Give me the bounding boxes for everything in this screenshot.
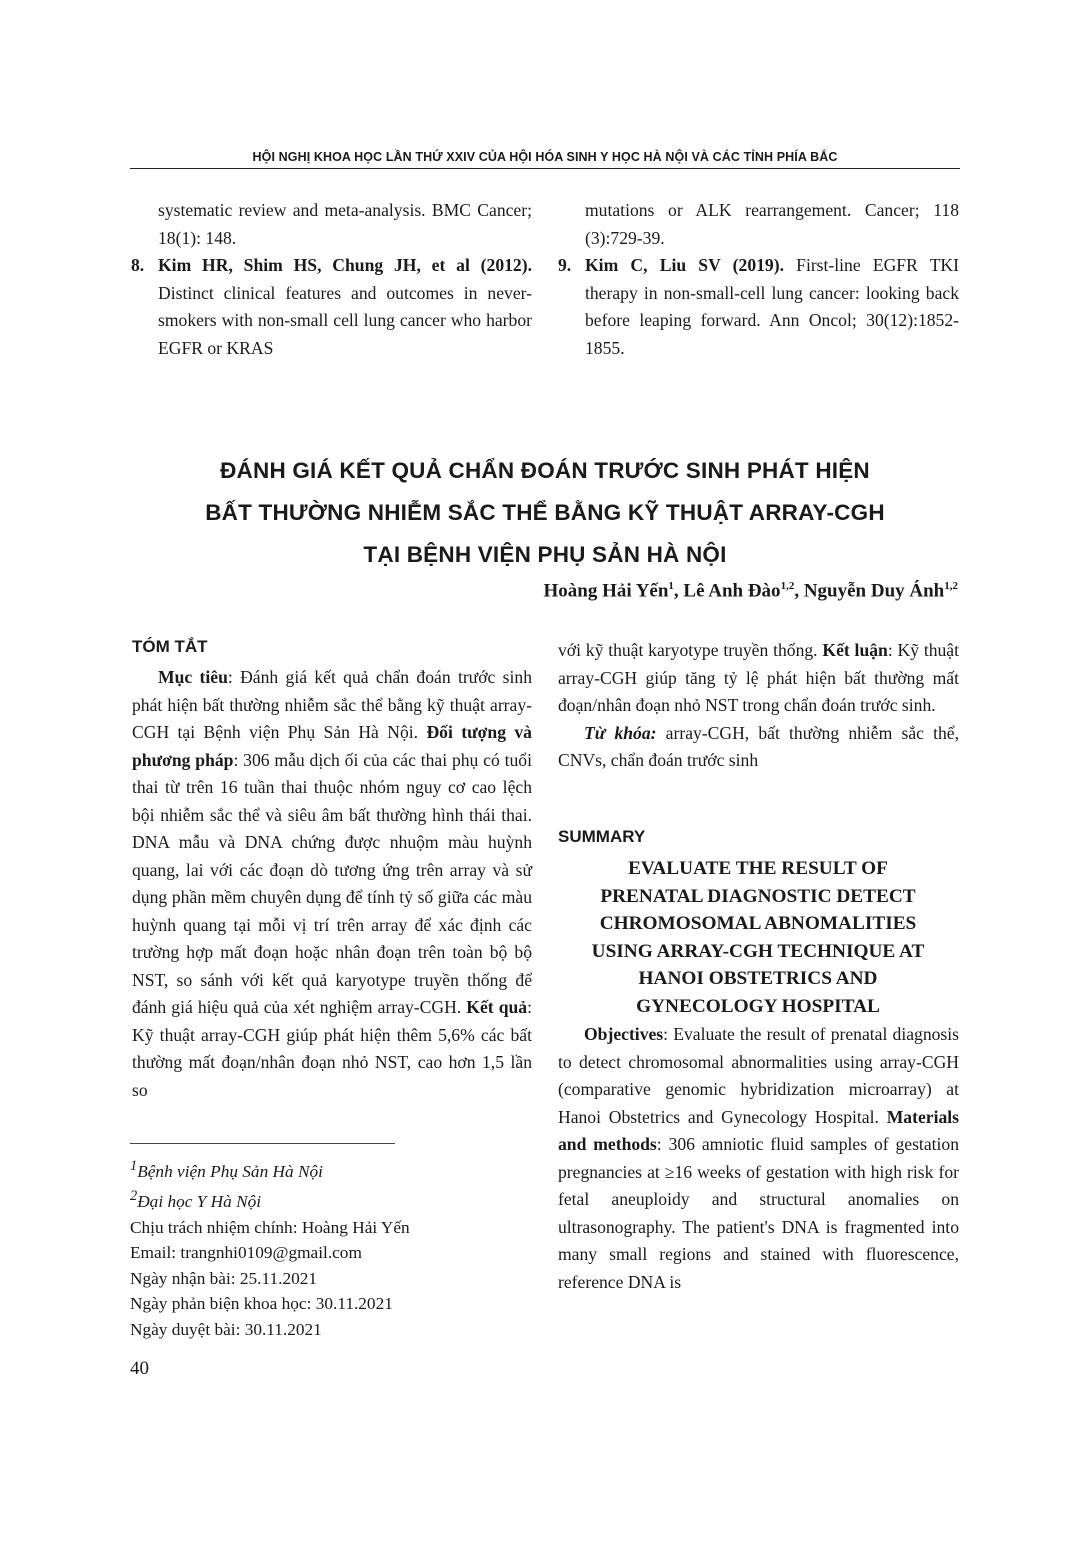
ref9-authors: Kim C, Liu SV (2019).: [585, 255, 784, 275]
title-line-2: BẤT THƯỜNG NHIỄM SẮC THỂ BẰNG KỸ THUẬT ARRAY-CGH: [205, 500, 885, 525]
summary-heading: SUMMARY: [558, 827, 646, 846]
doi-tuong-label: Đối tượng và phương pháp: [132, 722, 532, 770]
ref9-text: First-line EGFR TKI therapy in non-small-cell lung cancer: looking back before leaping forward. Ann Oncol; 30(12):1852-1855.: [585, 255, 960, 358]
ket-luan-text: : Kỹ thuật array-CGH giúp tăng tỷ lệ phát hiện bất thường mất đoạn/nhân đoạn nhỏ NST trong chẩn đoán trước sinh.: [558, 640, 959, 715]
date-approved: Ngày duyệt bài: 30.11.2021: [130, 1319, 322, 1339]
affil-2-text: Đại học Y Hà Nội: [137, 1192, 262, 1212]
muc-tieu-label: Mục tiêu: [158, 667, 228, 687]
summary-title-line-5: HANOI OBSTETRICS AND: [638, 968, 878, 989]
summary-title-line-3: CHROMOSOMAL ABNOMALITIES: [599, 913, 917, 934]
objectives-label: Objectives: [584, 1024, 664, 1044]
materials-label: Materials and methods: [558, 1106, 959, 1154]
ref7-continuation: systematic review and meta-analysis. BMC Cancer; 18(1): 148.: [158, 200, 532, 248]
abstract-vi-paragraph: [132, 664, 532, 1104]
summary-title-line-6: GYNECOLOGY HOSPITAL: [636, 995, 880, 1017]
ref-9: [558, 252, 960, 362]
objectives-text: : Evaluate the result of prenatal diagnosis to detect chromosomal abnormalities using array-CGH (comparative genomic hybridization microarray) at Hanoi Obstetrics and Gynecology Hospital.: [558, 1024, 959, 1127]
abstract-vi-body: [132, 664, 532, 1104]
author-sep: ,: [794, 580, 804, 602]
affiliation-2: [130, 1184, 532, 1214]
muc-tieu-text: : Đánh giá kết quả chẩn đoán trước sinh phát hiện bất thường nhiễm sắc thể bằng kỹ thuật array-CGH tại Bệnh viện Phụ Sản Hà Nội.: [132, 667, 532, 742]
title-line-3: TẠI BỆNH VIỆN PHỤ SẢN HÀ NỘI: [363, 542, 727, 567]
summary-body: [558, 1021, 959, 1296]
author-1-affil: 1: [668, 580, 674, 592]
summary-title-line-2: PRENATAL DIAGNOSTIC DETECT: [600, 885, 916, 907]
ref8-text: Distinct clinical features and outcomes in never-smokers with non-small cell lung cancer who harbor EGFR or KRAS: [158, 282, 532, 358]
author-2: Lê Anh Đào: [683, 580, 781, 602]
keywords: [558, 720, 959, 775]
article-title: [130, 450, 960, 576]
affil-1-sup: 1: [130, 1158, 138, 1174]
abstract-heading: TÓM TẮT: [132, 637, 208, 656]
keywords-label: Từ khóa:: [584, 722, 657, 743]
ref9-number: 9.: [558, 255, 572, 275]
ket-qua-continued: [558, 637, 959, 720]
keywords-text: array-CGH, bất thường nhiễm sắc thể, CNVs, chẩn đoán trước sinh: [558, 722, 959, 770]
running-header: HỘI NGHỊ KHOA HỌC LẦN THỨ XXIV CỦA HỘI HÓA SINH Y HỌC HÀ NỘI VÀ CÁC TỈNH PHÍA BẮC: [252, 150, 838, 164]
summary-title: [557, 855, 959, 1020]
date-received: Ngày nhận bài: 25.11.2021: [130, 1268, 318, 1288]
ref8-authors: Kim HR, Shim HS, Chung JH, et al (2012).: [158, 255, 532, 275]
ket-qua-cont-text: với kỹ thuật karyotype truyền thống.: [558, 640, 823, 660]
authors: [544, 580, 959, 602]
header-rule: [130, 168, 960, 169]
page-number: 40: [130, 1358, 149, 1379]
author-1: Hoàng Hải Yến: [543, 580, 669, 602]
author-3-affil: 1,2: [944, 580, 958, 592]
author-sep: ,: [673, 580, 684, 602]
doi-tuong-text: : 306 mẫu dịch ối của các thai phụ có tuổi thai từ trên 16 tuần thai thuộc nhóm nguy cơ cao lệch bội nhiễm sắc thể và siêu âm bất thường hình thái thai. DNA mẫu và DNA chứng được nhuộm màu huỳnh quang, lai với các đoạn dò tương ứng trên array và sử dụng phần mềm chuyên dụng để tính tỷ số giữa các màu huỳnh quang tại mỗi vị trí trên array để xác định các trường hợp mất đoạn hoặc nhân đoạn trên toàn bộ bộ NST, so sánh với kết quả karyotype truyền thống để đánh giá hiệu quả của xét nghiệm array-CGH.: [132, 749, 532, 1017]
affil-1-text: Bệnh viện Phụ Sản Hà Nội: [137, 1161, 323, 1181]
title-line-1: ĐÁNH GIÁ KẾT QUẢ CHẨN ĐOÁN TRƯỚC SINH PHÁT HIỆN: [220, 458, 870, 483]
author-3: Nguyễn Duy Ánh: [803, 580, 945, 602]
footnote-rule: [130, 1143, 395, 1144]
footnotes: [130, 1154, 532, 1342]
summary-title-line-4: USING ARRAY-CGH TECHNIQUE AT: [591, 940, 925, 962]
ket-qua-label: Kết quả: [466, 997, 528, 1017]
abstract-vi-continued: [558, 637, 959, 775]
affil-2-sup: 2: [130, 1188, 138, 1205]
references-right: [558, 197, 960, 362]
references-left: [131, 197, 532, 362]
email[interactable]: Email: trangnhi0109@gmail.com: [130, 1243, 362, 1263]
summary-paragraph: [558, 1021, 959, 1296]
author-2-affil: 1,2: [780, 580, 795, 592]
summary-title-line-1: EVALUATE THE RESULT OF: [628, 858, 888, 879]
ket-qua-text: : Kỹ thuật array-CGH giúp phát hiện thêm 5,6% các bất thường mất đoạn/nhân đoạn nhỏ NST, cao hơn 1,5 lần so: [132, 997, 532, 1100]
materials-text: : 306 amniotic fluid samples of gestation pregnancies at ≥16 weeks of gestation with high risk for fetal aneuploidy and structural anomalies on ultrasonography. The patient's DNA is fragmented into many small regions and stained with fluorescence, reference DNA is: [558, 1134, 959, 1292]
date-reviewed: Ngày phản biện khoa học: 30.11.2021: [130, 1294, 393, 1314]
ket-luan-label: Kết luận: [822, 640, 888, 660]
responsible-author: Chịu trách nhiệm chính: Hoàng Hải Yến: [130, 1217, 410, 1237]
ref-8: [131, 252, 532, 362]
affiliation-1: [130, 1154, 532, 1184]
ref8-continuation: mutations or ALK rearrangement. Cancer; 118 (3):729-39.: [585, 200, 959, 248]
ref8-number: 8.: [131, 255, 145, 275]
